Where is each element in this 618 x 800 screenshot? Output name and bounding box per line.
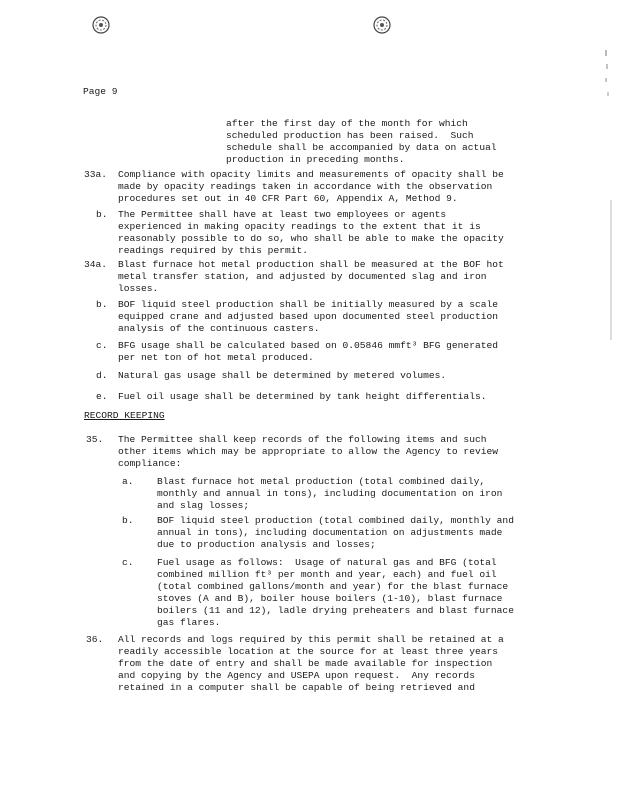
paragraph-line: readings required by this permit.: [118, 245, 308, 256]
scan-margin-marks: [598, 40, 612, 340]
intro-line: schedule shall be accompanied by data on actual: [226, 142, 497, 153]
list-item-line: (total combined gallons/month and year) for the blast furnace: [157, 581, 509, 592]
intro-line: scheduled production has been raised. Such: [226, 130, 474, 141]
paragraph-line: losses.: [118, 283, 159, 294]
paragraph-label: 33a.: [84, 169, 108, 180]
list-item-line: and slag losses;: [157, 500, 250, 511]
paragraph-line: retained in a computer shall be capable of being retrieved and: [118, 682, 475, 693]
intro-line: production in preceding months.: [226, 154, 405, 165]
list-item-label: a.: [122, 476, 134, 487]
paragraph-line: BOF liquid steel production shall be initially measured by a scale: [118, 299, 498, 310]
paragraph-line: compliance:: [118, 458, 182, 469]
list-item-line: annual in tons), including documentation on adjustments made: [157, 527, 503, 538]
paragraph-line: equipped crane and adjusted based upon documented steel production: [118, 311, 498, 322]
paragraph-line: Natural gas usage shall be determined by metered volumes.: [118, 370, 447, 381]
paragraph-line: Fuel oil usage shall be determined by tank height differentials.: [118, 391, 487, 402]
paragraph-line: BFG usage shall be calculated based on 0.05846 mmft³ BFG generated: [118, 340, 498, 351]
paragraph-line: analysis of the continuous casters.: [118, 323, 320, 334]
section-heading: RECORD KEEPING: [84, 410, 165, 421]
list-item-line: Fuel usage as follows: Usage of natural gas and BFG (total: [157, 557, 497, 568]
paragraph-line: metal transfer station, and adjusted by documented slag and iron: [118, 271, 487, 282]
paragraph-line: experienced in making opacity readings to the extent that it is: [118, 221, 481, 232]
paragraph-line: The Permittee shall keep records of the following items and such: [118, 434, 487, 445]
page-number: Page 9: [83, 86, 118, 97]
list-item-line: monthly and annual in tons), including documentation on iron: [157, 488, 503, 499]
punch-hole-right-icon: [372, 15, 392, 35]
paragraph-line: Compliance with opacity limits and measurements of opacity shall be: [118, 169, 504, 180]
paragraph-label: 35.: [86, 434, 104, 445]
intro-line: after the first day of the month for which: [226, 118, 468, 129]
paragraph-line: Blast furnace hot metal production shall be measured at the BOF hot: [118, 259, 504, 270]
list-item-line: stoves (A and B), boiler house boilers (1-10), blast furnace: [157, 593, 503, 604]
paragraph-label: 34a.: [84, 259, 108, 270]
list-item-line: combined million ft³ per month and year, each) and fuel oil: [157, 569, 497, 580]
paragraph-line: and copying by the Agency and USEPA upon request. Any records: [118, 670, 475, 681]
punch-hole-left-icon: [91, 15, 111, 35]
list-item-line: due to production analysis and losses;: [157, 539, 376, 550]
paragraph-line: readily accessible location at the source for at least three years: [118, 646, 498, 657]
paragraph-line: from the date of entry and shall be made available for inspection: [118, 658, 493, 669]
list-item-line: gas flares.: [157, 617, 221, 628]
list-item-line: BOF liquid steel production (total combined daily, monthly and: [157, 515, 514, 526]
paragraph-line: made by opacity readings taken in accordance with the observation: [118, 181, 493, 192]
paragraph-line: other items which may be appropriate to allow the Agency to review: [118, 446, 498, 457]
paragraph-line: All records and logs required by this permit shall be retained at a: [118, 634, 504, 645]
paragraph-line: per net ton of hot metal produced.: [118, 352, 314, 363]
paragraph-label: b.: [96, 299, 108, 310]
paragraph-line: reasonably possible to do so, who shall be able to make the opacity: [118, 233, 504, 244]
list-item-label: c.: [122, 557, 134, 568]
paragraph-line: The Permittee shall have at least two employees or agents: [118, 209, 447, 220]
paragraph-label: e.: [96, 391, 108, 402]
paragraph-label: 36.: [86, 634, 104, 645]
paragraph-label: d.: [96, 370, 108, 381]
list-item-line: boilers (11 and 12), ladle drying preheaters and blast furnace: [157, 605, 514, 616]
list-item-label: b.: [122, 515, 134, 526]
paragraph-line: procedures set out in 40 CFR Part 60, Appendix A, Method 9.: [118, 193, 458, 204]
list-item-line: Blast furnace hot metal production (total combined daily,: [157, 476, 486, 487]
paragraph-label: b.: [96, 209, 108, 220]
paragraph-label: c.: [96, 340, 108, 351]
